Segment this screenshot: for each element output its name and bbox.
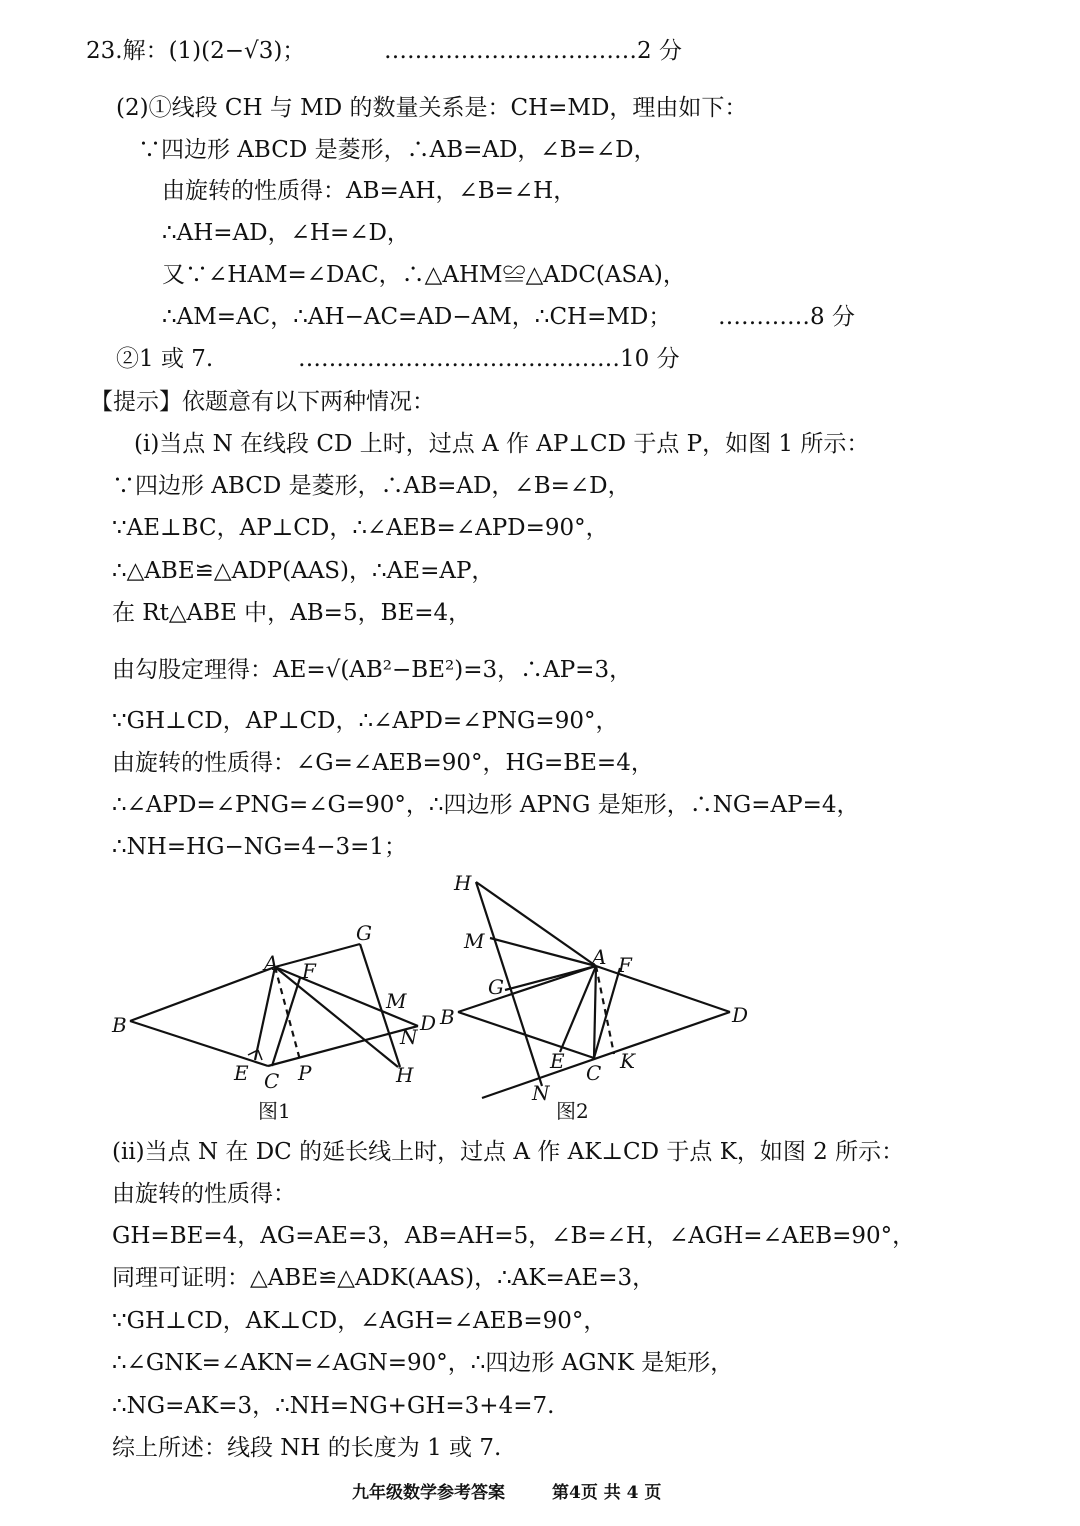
fig1-label-H: H	[396, 1063, 414, 1087]
fig1-label-P: P	[298, 1061, 312, 1085]
fig2-label-B: B	[440, 1005, 455, 1029]
fig1-label-F: F	[302, 959, 316, 983]
case1-line-10: ∴NH=HG−NG=4−3=1；	[112, 834, 408, 860]
fig2-seg-FC	[594, 968, 620, 1058]
fig2-label-A: A	[592, 945, 607, 969]
part2-score-8: …………8 分	[718, 304, 855, 330]
case2-line-6: ∴∠GNK=∠AKN=∠AGN=90°，∴四边形 AGNK 是矩形，	[112, 1350, 734, 1376]
part2-score-10: ……………………………………10 分	[298, 346, 680, 372]
part2-line-7: ②1 或 7.	[116, 346, 214, 372]
case2-line-8: 综上所述：线段 NH 的长度为 1 或 7.	[112, 1435, 502, 1461]
fig1-label-M: M	[386, 989, 407, 1013]
fig2-label-N: N	[532, 1081, 550, 1105]
case2-line-1: (ⅱ)当点 N 在 DC 的延长线上时，过点 A 作 AK⊥CD 于点 K，如图 2 所示：	[112, 1139, 905, 1165]
fig1-seg-BC	[130, 1021, 268, 1066]
fig2-seg-MA	[490, 938, 596, 966]
fig1-seg-AH	[275, 967, 398, 1067]
fig1-label-A: A	[264, 951, 279, 975]
fig2-seg-AC	[594, 966, 596, 1058]
fig2-label-M: M	[464, 929, 485, 953]
case2-line-5: ∵GH⊥CD，AK⊥CD，∠AGH=∠AEB=90°，	[112, 1308, 607, 1334]
case1-line-5: 在 Rt△ABE 中，AB=5，BE=4，	[112, 600, 472, 626]
part2-line-5: 又∵∠HAM=∠DAC，∴△AHM≌△ADC(ASA)，	[162, 262, 686, 288]
fig1-label-B: B	[112, 1013, 127, 1037]
fig1-seg-AG	[275, 944, 360, 967]
case2-line-7: ∴NG=AK=3，∴NH=NG+GH=3+4=7.	[112, 1393, 555, 1419]
fig1-right-angle-b	[258, 1050, 262, 1060]
part1-score: ……………………………2 分	[384, 38, 682, 64]
part2-line-1: (2)①线段 CH 与 MD 的数量关系是：CH=MD，理由如下：	[116, 95, 748, 121]
part2-line-2: ∵四边形 ABCD 是菱形，∴AB=AD，∠B=∠D，	[138, 137, 657, 163]
fig1-caption: 图1	[258, 1099, 291, 1123]
fig2-label-H: H	[454, 871, 472, 895]
fig1-seg-FC	[272, 978, 300, 1066]
case1-line-1: (ⅰ)当点 N 在线段 CD 上时，过点 A 作 AP⊥CD 于点 P，如图 1 所示：	[134, 431, 870, 457]
fig2-label-D: D	[732, 1003, 749, 1027]
fig2-label-G: G	[488, 975, 504, 999]
fig2-label-K: K	[620, 1049, 635, 1073]
fig1-label-N: N	[400, 1025, 418, 1049]
part2-line-3: 由旋转的性质得：AB=AH，∠B=∠H，	[162, 178, 577, 204]
case1-line-3: ∵AE⊥BC，AP⊥CD，∴∠AEB=∠APD=90°，	[112, 515, 609, 541]
fig2-label-C: C	[586, 1061, 602, 1085]
case2-line-4: 同理可证明：△ABE≌△ADK(AAS)，∴AK=AE=3，	[112, 1265, 656, 1291]
part1-line: 23.解：(1)(2−√3)；	[86, 38, 306, 64]
case1-line-8: 由旋转的性质得：∠G=∠AEB=90°，HG=BE=4，	[112, 750, 654, 776]
case1-line-2: ∵四边形 ABCD 是菱形，∴AB=AD，∠B=∠D，	[112, 473, 631, 499]
footer-page: 第4页 共 4 页	[552, 1483, 662, 1503]
fig1-seg-AE	[255, 967, 275, 1060]
fig1-label-D: D	[420, 1011, 437, 1035]
fig1-seg-CD	[268, 1026, 418, 1066]
figures	[0, 860, 1080, 1130]
fig1-label-G: G	[356, 921, 372, 945]
fig2-seg-HN	[476, 882, 542, 1086]
footer-title: 九年级数学参考答案	[352, 1483, 505, 1503]
case1-line-9: ∴∠APD=∠PNG=∠G=90°，∴四边形 APNG 是矩形，∴NG=AP=4，	[112, 792, 860, 818]
fig2-label-E: E	[550, 1049, 565, 1073]
fig1-label-C: C	[264, 1069, 280, 1093]
figure-2	[439, 871, 748, 1123]
fig2-seg-AD	[596, 966, 730, 1012]
fig2-seg-ND	[482, 1012, 730, 1098]
fig1-seg-BA	[130, 967, 275, 1021]
case1-line-6: 由勾股定理得：AE=√(AB²−BE²)=3，∴AP=3，	[112, 657, 633, 683]
fig1-label-E: E	[234, 1061, 249, 1085]
part2-line-6: ∴AM=AC，∴AH−AC=AD−AM，∴CH=MD；	[162, 304, 672, 330]
case2-line-2: 由旋转的性质得：	[112, 1181, 296, 1207]
figure-1	[111, 921, 436, 1123]
fig2-seg-BA	[458, 966, 596, 1012]
case1-line-4: ∴△ABE≌△ADP(AAS)，∴AE=AP，	[112, 558, 495, 584]
hint-title: 【提示】依题意有以下两种情况：	[90, 389, 435, 415]
fig2-seg-AE	[560, 966, 596, 1052]
fig2-label-F: F	[618, 953, 632, 977]
case1-line-7: ∵GH⊥CD，AP⊥CD，∴∠APD=∠PNG=90°，	[112, 708, 619, 734]
fig2-seg-HA	[476, 882, 596, 966]
part2-line-4: ∴AH=AD，∠H=∠D，	[162, 220, 410, 246]
fig2-caption: 图2	[556, 1099, 589, 1123]
case2-line-3: GH=BE=4，AG=AE=3，AB=AH=5，∠B=∠H，∠AGH=∠AEB=90°，	[112, 1223, 916, 1249]
